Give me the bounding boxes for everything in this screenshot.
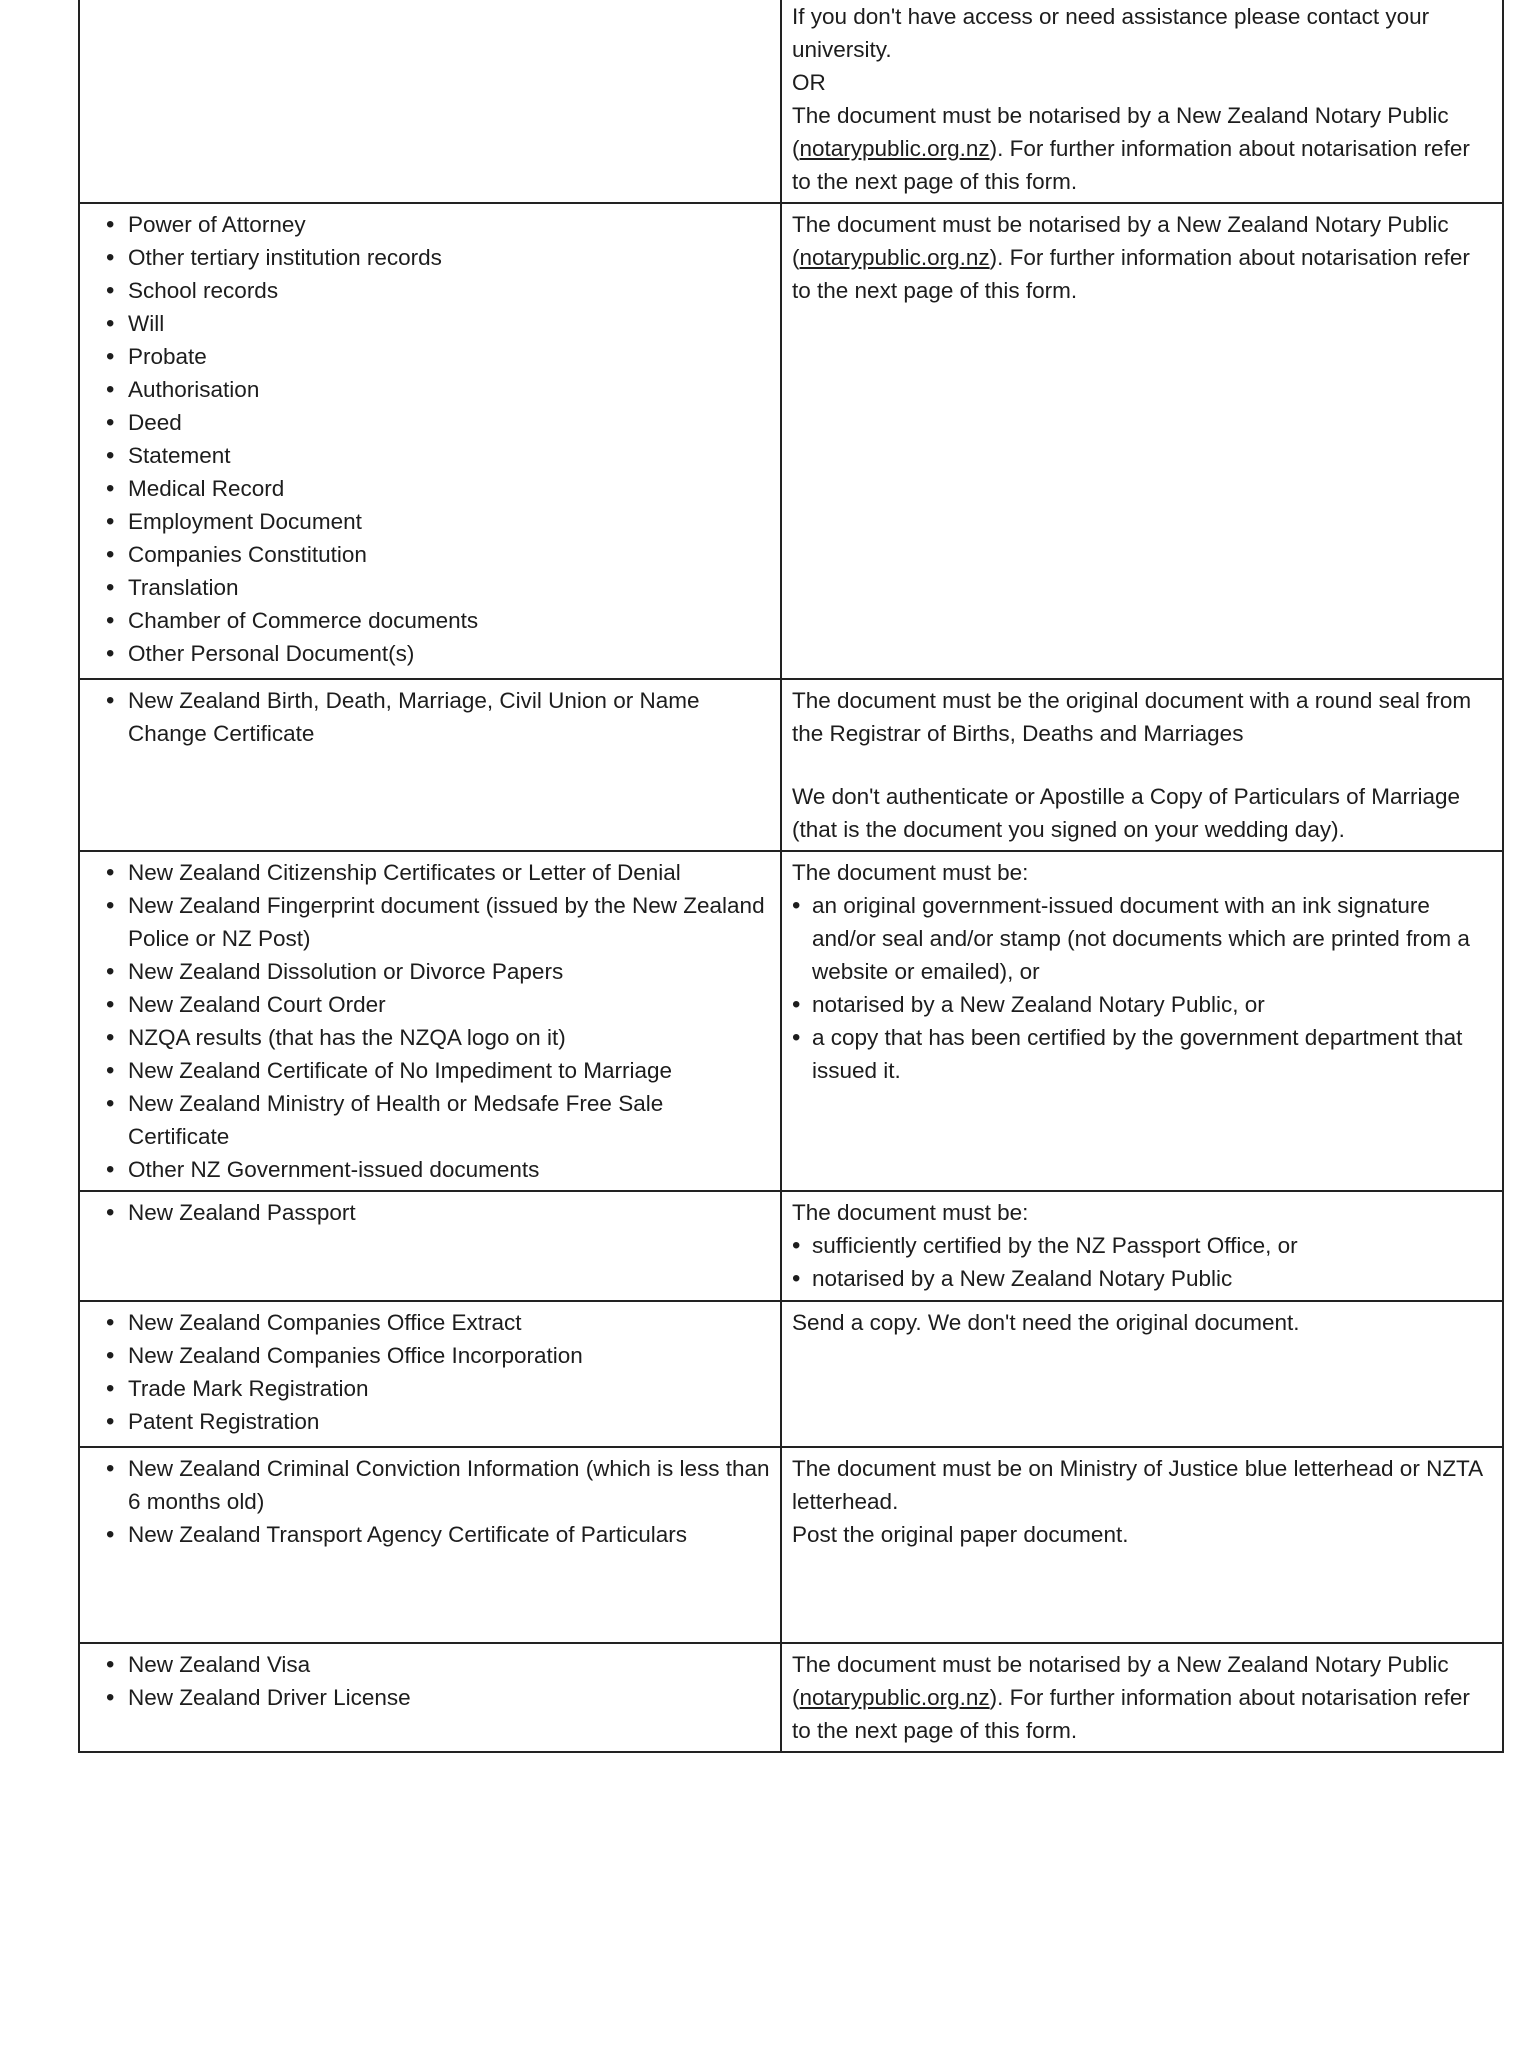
list-item: • an original government-issued document with an ink signature and/or seal and/or stamp (not documents which are printed from a website or emailed), or — [792, 889, 1492, 988]
document-list — [104, 1306, 770, 1438]
document-list — [104, 1452, 770, 1551]
list-item: • New Zealand Birth, Death, Marriage, Civil Union or Name Change Certificate — [104, 684, 770, 750]
requirements-cell — [781, 1643, 1503, 1752]
letterhead-text: The document must be on Ministry of Justice blue letterhead or NZTA letterhead. — [792, 1456, 1482, 1514]
requirements-cell — [781, 679, 1503, 851]
list-item: • Probate — [104, 340, 770, 373]
list-item: • a copy that has been certified by the government department that issued it. — [792, 1021, 1492, 1087]
send-copy-text: Send a copy. We don't need the original document. — [792, 1310, 1300, 1335]
notary-link[interactable]: notarypublic.org.nz — [799, 1685, 990, 1710]
table-row — [79, 1191, 1503, 1301]
notary-text: The document must be notarised by a New Zealand Notary Public (notarypublic.org.nz). For further information about notarisation refer to the next page of this form. — [792, 212, 1470, 303]
list-item: • New Zealand Fingerprint document (issued by the New Zealand Police or NZ Post) — [104, 889, 770, 955]
table-row — [79, 203, 1503, 679]
requirements-table — [78, 0, 1504, 1753]
list-item: • Authorisation — [104, 373, 770, 406]
list-item: • Power of Attorney — [104, 208, 770, 241]
list-item: • Other tertiary institution records — [104, 241, 770, 274]
list-item: • NZQA results (that has the NZQA logo on it) — [104, 1021, 770, 1054]
list-item: • New Zealand Driver License — [104, 1681, 770, 1714]
table-row — [79, 0, 1503, 203]
notary-link[interactable]: notarypublic.org.nz — [799, 136, 990, 161]
document-types-cell — [79, 1301, 781, 1447]
list-item: • New Zealand Companies Office Incorporation — [104, 1339, 770, 1372]
list-item: • Medical Record — [104, 472, 770, 505]
list-item: • New Zealand Passport — [104, 1196, 770, 1229]
requirements-intro: The document must be: — [792, 1200, 1029, 1225]
original-seal-text: The document must be the original document with a round seal from the Registrar of Births, Deaths and Marriages — [792, 688, 1472, 746]
list-item: • New Zealand Dissolution or Divorce Papers — [104, 955, 770, 988]
list-item: • notarised by a New Zealand Notary Public, or — [792, 988, 1492, 1021]
table-row — [79, 679, 1503, 851]
list-item: • Employment Document — [104, 505, 770, 538]
document-types-cell — [79, 1191, 781, 1301]
document-list — [104, 684, 770, 750]
requirements-cell — [781, 851, 1503, 1191]
list-item: • Will — [104, 307, 770, 340]
list-item: • New Zealand Visa — [104, 1648, 770, 1681]
requirements-cell — [781, 1301, 1503, 1447]
list-item: • Statement — [104, 439, 770, 472]
list-item: • New Zealand Criminal Conviction Information (which is less than 6 months old) — [104, 1452, 770, 1518]
notary-text: The document must be notarised by a New Zealand Notary Public (notarypublic.org.nz). For further information about notarisation refer to the next page of this form. — [792, 103, 1470, 194]
list-item: • Deed — [104, 406, 770, 439]
or-text: OR — [792, 70, 826, 95]
requirements-cell — [781, 1447, 1503, 1643]
list-item: • New Zealand Companies Office Extract — [104, 1306, 770, 1339]
notary-link[interactable]: notarypublic.org.nz — [799, 245, 990, 270]
requirements-intro: The document must be: — [792, 860, 1029, 885]
table-row — [79, 1447, 1503, 1643]
post-original-text: Post the original paper document. — [792, 1522, 1129, 1547]
table-row — [79, 1301, 1503, 1447]
document-list — [104, 1648, 770, 1714]
list-item: • New Zealand Ministry of Health or Medsafe Free Sale Certificate — [104, 1087, 770, 1153]
list-item: • Other NZ Government-issued documents — [104, 1153, 770, 1186]
list-item: • New Zealand Certificate of No Impediment to Marriage — [104, 1054, 770, 1087]
document-types-cell — [79, 203, 781, 679]
list-item: • sufficiently certified by the NZ Passport Office, or — [792, 1229, 1492, 1262]
contact-university-text: If you don't have access or need assistance please contact your university. — [792, 4, 1430, 62]
document-types-cell — [79, 851, 781, 1191]
document-types-cell — [79, 0, 781, 203]
list-item: • School records — [104, 274, 770, 307]
table-row — [79, 851, 1503, 1191]
list-item: • Chamber of Commerce documents — [104, 604, 770, 637]
list-item: • notarised by a New Zealand Notary Public — [792, 1262, 1492, 1295]
requirements-list — [792, 1229, 1492, 1295]
list-item: • Companies Constitution — [104, 538, 770, 571]
requirements-cell — [781, 1191, 1503, 1301]
requirements-cell — [781, 203, 1503, 679]
document-list — [104, 208, 770, 670]
list-item: • New Zealand Transport Agency Certificate of Particulars — [104, 1518, 770, 1551]
marriage-particulars-text: We don't authenticate or Apostille a Copy of Particulars of Marriage (that is the document you signed on your wedding day). — [792, 784, 1460, 842]
list-item: • New Zealand Court Order — [104, 988, 770, 1021]
list-item: • New Zealand Citizenship Certificates or Letter of Denial — [104, 856, 770, 889]
document-types-cell — [79, 679, 781, 851]
document-types-cell — [79, 1643, 781, 1752]
document-list — [104, 856, 770, 1186]
requirements-list — [792, 889, 1492, 1087]
list-item: • Trade Mark Registration — [104, 1372, 770, 1405]
document-types-cell — [79, 1447, 781, 1643]
notary-text: The document must be notarised by a New Zealand Notary Public (notarypublic.org.nz). For further information about notarisation refer to the next page of this form. — [792, 1652, 1470, 1743]
list-item: • Patent Registration — [104, 1405, 770, 1438]
document-list — [104, 1196, 770, 1229]
list-item: • Translation — [104, 571, 770, 604]
table-row — [79, 1643, 1503, 1752]
list-item: • Other Personal Document(s) — [104, 637, 770, 670]
requirements-cell — [781, 0, 1503, 203]
